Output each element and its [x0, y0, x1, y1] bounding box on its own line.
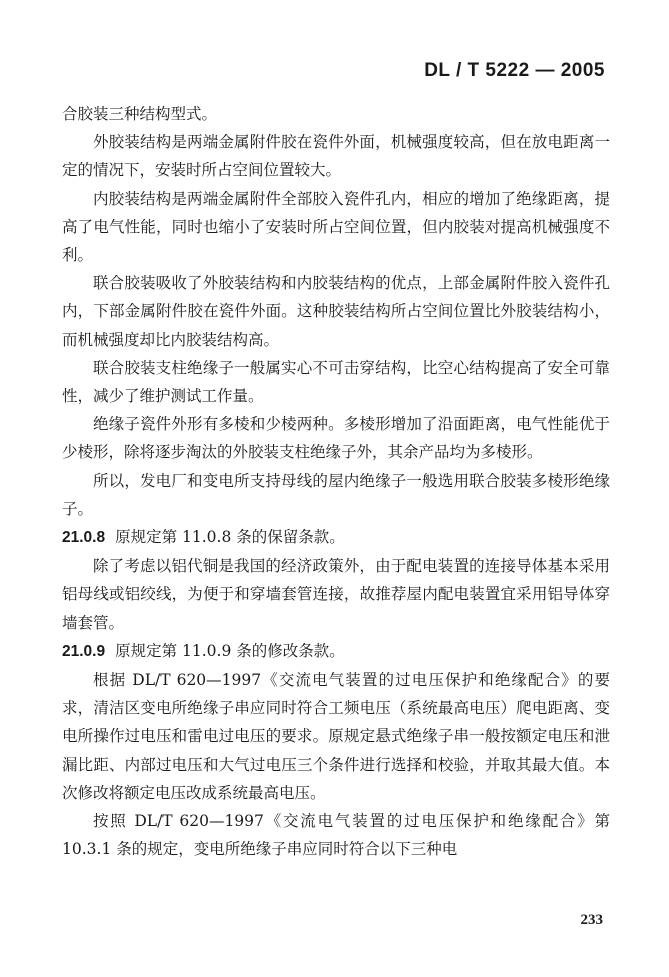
paragraph: 根据 DL/T 620—1997《交流电气装置的过电压保护和绝缘配合》的要求，清洁区变电所绝缘子串应同时符合工频电压（系统最高电压）爬电距离、变电所操作过电压和雷电过电压的要求。原规定悬式绝缘子串一般按额定电压和泄漏比距、内部过电压和大气过电压三个条件进行选择和校验，并取其最大值。本次修改将额定电压改成系统最高电压。 — [62, 671, 610, 802]
clause-heading — [62, 637, 610, 666]
clause-text: 原规定第 11.0.8 条的保留条款。 — [115, 528, 345, 547]
paragraph: 合胶装三种结构型式。 — [62, 105, 218, 123]
clause-heading — [62, 523, 610, 552]
clause-text: 原规定第 11.0.9 条的修改条款。 — [115, 641, 345, 660]
paragraph: 内胶装结构是两端金属附件全部胶入瓷件孔内，相应的增加了绝缘距离，提高了电气性能，同时也缩小了安装时所占空间位置，但内胶装对提高机械强度不利。 — [62, 189, 610, 265]
clause-number: 21.0.8 — [62, 529, 106, 547]
paragraph: 所以，发电厂和变电所支持母线的屋内绝缘子一般选用联合胶装多棱形绝缘子。 — [62, 471, 610, 518]
paragraph: 除了考虑以铝代铜是我国的经济政策外，由于配电装置的连接导体基本采用铝母线或铝绞线，为便于和穿墙套管连接，故推荐屋内配电装置宜采用铝导体穿墙套管。 — [62, 557, 610, 632]
clause-number: 21.0.9 — [62, 642, 106, 660]
document-code-header: DL / T 5222 — 2005 — [424, 60, 605, 81]
body-text — [62, 100, 610, 863]
paragraph: 按照 DL/T 620—1997《交流电气装置的过电压保护和绝缘配合》第 10.3.1 条的规定，变电所绝缘子串应同时符合以下三种电 — [62, 812, 610, 859]
page-number: 233 — [580, 912, 603, 928]
paragraph: 外胶装结构是两端金属附件胶在瓷件外面，机械强度较高，但在放电距离一定的情况下，安装时所占空间位置较大。 — [62, 133, 610, 180]
paragraph: 绝缘子瓷件外形有多棱和少棱两种。多棱形增加了沿面距离，电气性能优于少棱形，除将逐步淘汰的外胶装支柱绝缘子外，其余产品均为多棱形。 — [62, 415, 610, 462]
paragraph: 联合胶装支柱绝缘子一般属实心不可击穿结构，比空心结构提高了安全可靠性，减少了维护测试工作量。 — [62, 358, 610, 406]
paragraph: 联合胶装吸收了外胶装结构和内胶装结构的优点，上部金属附件胶入瓷件孔内，下部金属附件胶在瓷件外面。这种胶装结构所占空间位置比外胶装结构小，而机械强度却比内胶装结构高。 — [62, 274, 610, 349]
